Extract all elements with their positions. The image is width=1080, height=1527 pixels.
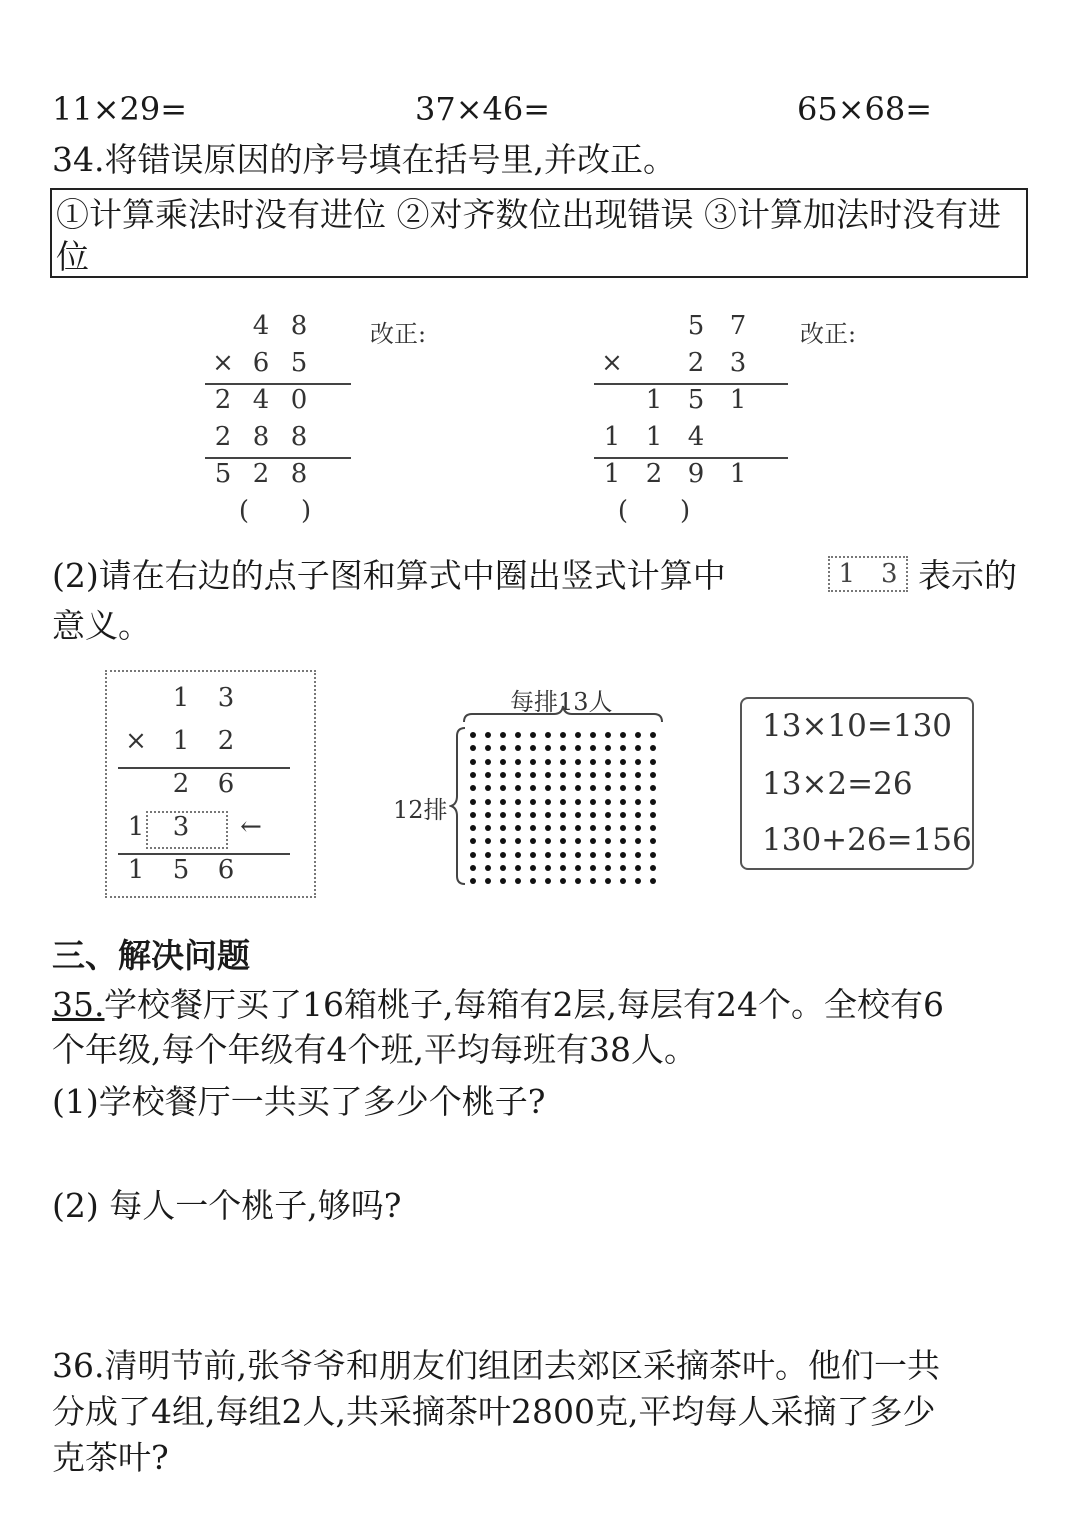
dot [605,825,611,831]
dot [635,852,641,858]
dot [560,799,566,805]
dot [590,799,596,805]
q35-number: 35. [52,985,105,1024]
calc2-digit: 1 [645,385,663,415]
dot [635,759,641,765]
dot [575,878,581,884]
calc3-digit: × [125,726,147,756]
dot [560,785,566,791]
calc3-rule [118,767,290,769]
dot [545,799,551,805]
dot [515,732,521,738]
dot [605,732,611,738]
dot [470,745,476,751]
dot [500,759,506,765]
dot [515,852,521,858]
dot [605,772,611,778]
dot [635,772,641,778]
dot [515,825,521,831]
calc3-digit: 1 [127,812,145,842]
dot [650,732,656,738]
dot [620,878,626,884]
calc3-digit: 2 [217,726,235,756]
dot [605,799,611,805]
dot [575,759,581,765]
boxed-13 [828,556,908,592]
dot [605,865,611,871]
vertical-calc-13x12 [118,680,298,890]
dot [530,745,536,751]
answer-paren-2: ( ) [617,496,691,526]
dot [470,785,476,791]
calc3-rule [118,853,290,855]
dots-top-label: 每排13人 [510,688,613,716]
arrow-left-icon: ← [240,812,262,842]
dot [530,865,536,871]
top-brace [462,704,664,726]
dot [500,772,506,778]
dot [470,732,476,738]
calc1-digit: 2 [214,422,232,452]
dot [605,759,611,765]
dot [620,799,626,805]
dot [635,799,641,805]
vertical-calc-1 [205,308,355,538]
dot [545,865,551,871]
dot [515,812,521,818]
dot [545,745,551,751]
dot [560,878,566,884]
calc2-digit: 5 [687,311,705,341]
dot [650,759,656,765]
dot [470,865,476,871]
dot [650,865,656,871]
highlight-13-box [146,811,228,849]
dot [500,745,506,751]
calc1-digit: 4 [252,311,270,341]
q36-line2: 分成了4组,每组2人,共采摘茶叶2800克,平均每人采摘了多少 [52,1392,936,1431]
dot [470,878,476,884]
dot [590,772,596,778]
dot-array [466,728,666,884]
dot [485,785,491,791]
calc2-digit: 2 [645,459,663,489]
dot [590,852,596,858]
exercise-2: 37×46= [415,90,551,128]
dot [590,865,596,871]
dot [515,785,521,791]
dot [635,878,641,884]
dot [635,865,641,871]
dot [650,852,656,858]
dot [485,812,491,818]
dot [545,825,551,831]
dot [590,825,596,831]
dot [635,838,641,844]
calc2-digit: 7 [729,311,747,341]
calc1-digit: 8 [290,311,308,341]
dot [620,838,626,844]
calc1-digit: 2 [252,459,270,489]
dot [500,799,506,805]
calc3-digit: 5 [172,855,190,885]
dot [530,785,536,791]
dot [650,825,656,831]
dot [650,785,656,791]
dot [470,812,476,818]
dot [470,772,476,778]
calc3-digit: 6 [217,855,235,885]
dot [530,772,536,778]
calc2-digit: 5 [687,385,705,415]
q34-2-line1a: (2)请在右边的点子图和算式中圈出竖式计算中 [52,556,726,595]
dot [470,852,476,858]
dot [470,759,476,765]
dot [620,852,626,858]
q34-2-line1b: 表示的 [918,556,1017,595]
q35-line2: 个年级,每个年级有4个班,平均每班有38人。 [52,1030,697,1069]
dot [500,878,506,884]
dot [515,759,521,765]
correction-label-2: 改正: [800,320,857,348]
dot [500,838,506,844]
equation-3: 130+26=156 [762,822,972,858]
dot [575,812,581,818]
boxed-13-text: 1 3 [838,559,898,589]
calc1-digit: 8 [290,422,308,452]
dot [530,799,536,805]
dot [605,785,611,791]
calc3-digit: 3 [217,683,235,713]
correction-label-1: 改正: [370,320,427,348]
dot [515,865,521,871]
dot [530,852,536,858]
dot [635,812,641,818]
dot [545,785,551,791]
calc1-digit: 8 [252,422,270,452]
dot [605,838,611,844]
dots-left-label: 12排 [393,796,448,824]
dot [485,799,491,805]
dot [485,732,491,738]
dot [485,838,491,844]
exercise-3: 65×68= [797,90,933,128]
dot [530,878,536,884]
vertical-calc-2 [594,308,794,538]
dot [575,785,581,791]
dot [650,812,656,818]
calc1-digit: 5 [290,348,308,378]
calc2-digit: 1 [645,422,663,452]
left-brace [449,726,467,886]
dot [635,745,641,751]
dot [605,812,611,818]
dot [470,825,476,831]
dot [515,772,521,778]
reasons-box: ①计算乘法时没有进位 ②对齐数位出现错误 ③计算加法时没有进位 [50,188,1028,278]
dot [575,825,581,831]
dot [620,745,626,751]
dot [590,759,596,765]
dot [530,732,536,738]
dot [545,878,551,884]
dot [485,865,491,871]
dot [515,799,521,805]
dot [620,865,626,871]
dot [530,838,536,844]
dot [650,838,656,844]
section-3-title: 三、解决问题 [52,936,250,975]
dot [620,812,626,818]
calc1-digit: 5 [214,459,232,489]
dot [590,878,596,884]
dot [590,732,596,738]
calc2-rule [594,383,788,385]
dot [530,759,536,765]
dot [560,825,566,831]
dot [545,732,551,738]
q35-sub2: (2) 每人一个桃子,够吗? [52,1186,402,1225]
dot [575,745,581,751]
calc1-digit: 6 [252,348,270,378]
dot [560,838,566,844]
dot [485,745,491,751]
calc3-digit: 1 [172,683,190,713]
calc3-digit: 6 [217,769,235,799]
dot [650,878,656,884]
dot [590,838,596,844]
dot [530,812,536,818]
dot [575,732,581,738]
q35-sub1: (1)学校餐厅一共买了多少个桃子? [52,1082,546,1121]
dot [560,772,566,778]
calc2-digit: 9 [687,459,705,489]
calc3-digit: 2 [172,769,190,799]
equation-1: 13×10=130 [762,708,953,744]
dot [560,812,566,818]
dot [515,745,521,751]
dot [605,852,611,858]
dot [515,878,521,884]
calc1-digit: × [212,348,234,378]
dot [545,852,551,858]
calc2-digit: 1 [729,459,747,489]
dot [620,785,626,791]
q36-line3: 克茶叶? [52,1438,169,1477]
dot [560,759,566,765]
dot [485,772,491,778]
dot [530,825,536,831]
calc1-digit: 4 [252,385,270,415]
calc2-digit: 1 [603,422,621,452]
dot [560,732,566,738]
dot [590,745,596,751]
dot [650,799,656,805]
dot [575,865,581,871]
dot [545,759,551,765]
dot [485,825,491,831]
dot [605,878,611,884]
dot [485,852,491,858]
dot [500,732,506,738]
calc1-rule [205,457,351,459]
dot [575,772,581,778]
dot [560,865,566,871]
dot [590,785,596,791]
calc2-digit: 1 [603,459,621,489]
calc2-digit: × [601,348,623,378]
dot [650,772,656,778]
dot [560,745,566,751]
equation-2: 13×2=26 [762,766,913,802]
exercise-1: 11×29= [52,90,188,128]
q36-line1: 36.清明节前,张爷爷和朋友们组团去郊区采摘茶叶。他们一共 [52,1346,940,1385]
calc2-digit: 3 [729,348,747,378]
dot [545,772,551,778]
dot [470,838,476,844]
dot [470,799,476,805]
dot [635,825,641,831]
dot [575,799,581,805]
dot [545,838,551,844]
dot [650,745,656,751]
calc1-digit: 0 [290,385,308,415]
q35-line1: 学校餐厅买了16箱桃子,每箱有2层,每层有24个。全校有6 [104,985,944,1024]
dot [485,878,491,884]
calc2-digit: 1 [729,385,747,415]
calc3-digit: 1 [172,726,190,756]
dot [500,852,506,858]
calc2-digit: 2 [687,348,705,378]
dot [575,852,581,858]
dot [605,745,611,751]
calc3-digit: 1 [127,855,145,885]
calc2-rule [594,457,788,459]
calc1-digit: 2 [214,385,232,415]
dot [485,759,491,765]
q34-2-line2: 意义。 [52,606,151,645]
dot [590,812,596,818]
dot [635,732,641,738]
dot [500,785,506,791]
calc1-digit: 8 [290,459,308,489]
calc2-digit: 4 [687,422,705,452]
dot [545,812,551,818]
dot [635,785,641,791]
calc3-digit: 3 [172,812,190,842]
dot [620,759,626,765]
dot [500,825,506,831]
dot [560,852,566,858]
q34-title: 34.将错误原因的序号填在括号里,并改正。 [52,140,676,179]
dot [620,772,626,778]
dot [515,838,521,844]
answer-paren-1: ( ) [238,496,312,526]
dot [500,865,506,871]
dot [620,825,626,831]
dot [620,732,626,738]
dot [575,838,581,844]
calc1-rule [205,383,351,385]
dot [500,812,506,818]
